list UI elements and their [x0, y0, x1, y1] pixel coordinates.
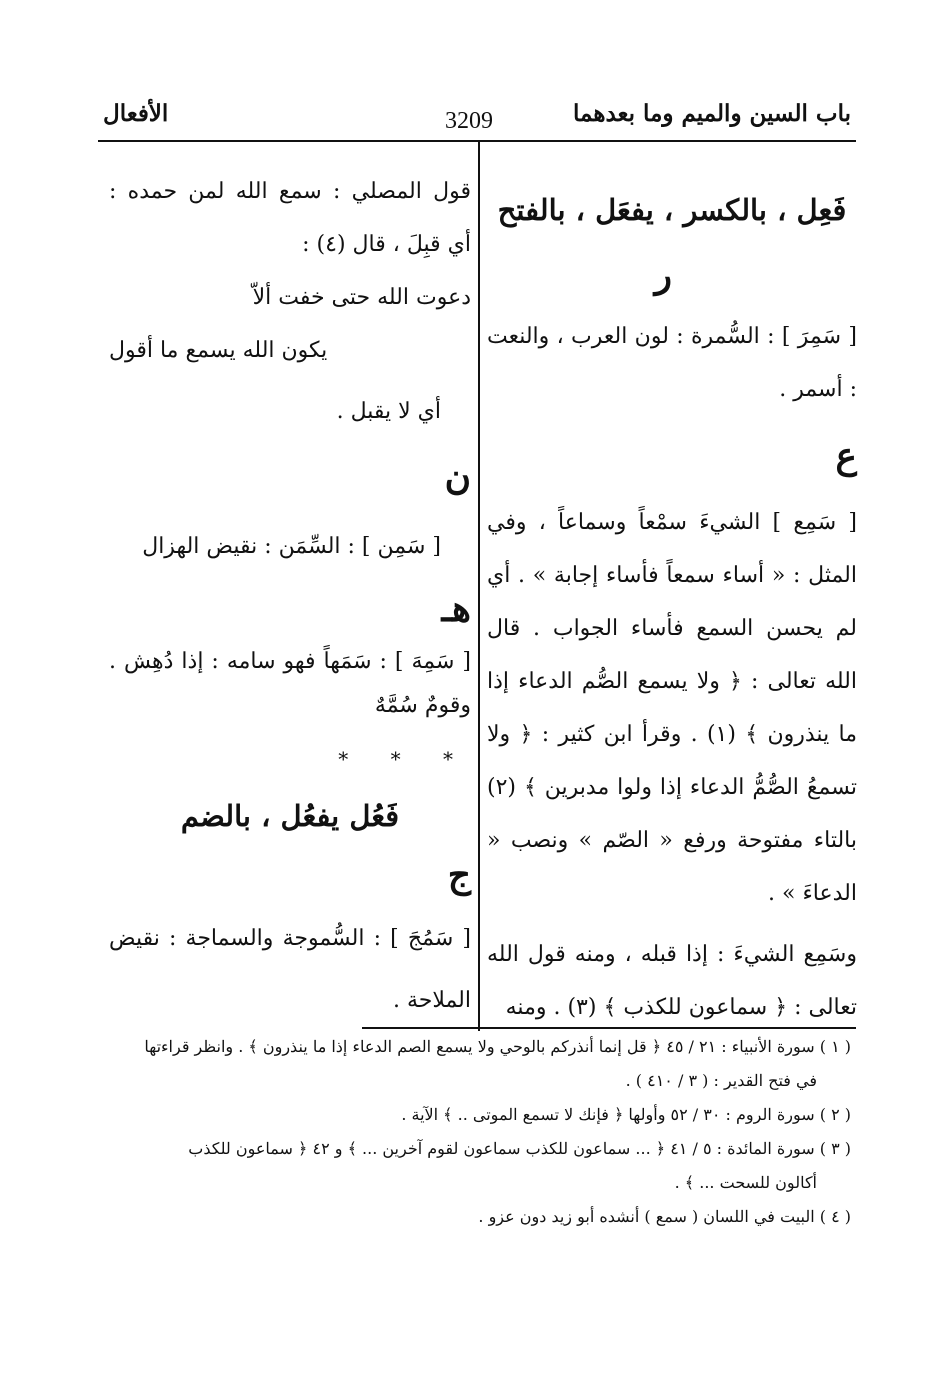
entry-samia: [ سَمِع ] الشيءَ سمْعاً وسماعاً ، وفي المثل : « أساء سمعاً فأساء إجابة » . أي لم يحسن السمع فأساء الجواب . قال الله تعالى : ﴿ ولا يسمع الصُّم الدعاء إذا ما ينذرون ﴾ (١) . وقرأ ابن كثير : ﴿ ولا تسمعُ الصُّمُّ الدعاء إذا ولوا مدبرين ﴾ (٢) بالتاء مفتوحة ورفع « الصّم » ونصب « الدعاءَ » .	[487, 510, 858, 906]
quote-intro: قول المصلي : سمع الله لمن حمده : أي قبِلَ ، قال (٤) :	[109, 179, 471, 257]
verse-gloss: أي لا يقبل .	[336, 399, 441, 424]
footnote-1-continued: في فتح القدير : ( ٣ / ٤١٠ ) .	[625, 1071, 817, 1090]
entry-samih: [ سَمِهَ ] : سَمَهاً فهو سامه : إذا دُهِش . وقومٌ سُمَّهٌ	[109, 649, 471, 718]
letter-heading-ha: هـ	[441, 588, 471, 630]
footnote-2: ( ٢ ) سورة الروم : ٣٠ / ٥٢ وأولها ﴿ فإنك لا تسمع الموتى .. ﴾ الآية .	[401, 1105, 851, 1124]
entry-samuj: [ سَمُجَ ] : السُّموجة والسماجة : نقيض الملاحة .	[109, 926, 471, 1013]
entry-samar: [ سَمِرَ ] : السُّمرة : لون العرب ، والنعت : أسمر .	[487, 324, 857, 402]
column-divider	[478, 141, 480, 1031]
footnote-4: ( ٤ ) البيت في اللسان ( سمع ) أنشده أبو زيد دون عزو .	[478, 1207, 851, 1226]
footnote-3-continued: أكالون للسحت ... ﴾ .	[674, 1173, 817, 1192]
footnotes	[96, 1030, 851, 1234]
footnote-3: ( ٣ ) سورة المائدة : ٥ / ٤١ ﴿ ... سماعون للكذب سماعون لقوم آخرين ... ﴾ و ٤٢ ﴿ سماعون للكذب	[188, 1139, 851, 1158]
header-rule	[98, 140, 856, 142]
section-heading-kasr: فَعِل ، بالكسر ، يفعَل ، بالفتح	[497, 193, 847, 227]
left-column	[109, 165, 471, 1032]
section-heading-damm: فَعُل يفعُل ، بالضم	[180, 799, 400, 833]
letter-heading-nun: ن	[444, 456, 471, 498]
verse-line-1: دعوت الله حتى خفت ألاّ	[252, 285, 471, 310]
footnote-rule	[362, 1027, 856, 1029]
letter-heading-ain: ع	[835, 435, 857, 477]
letter-heading-ra: ر	[654, 254, 672, 296]
section-separator-stars: * * *	[338, 747, 471, 771]
page-number: 3209	[445, 108, 493, 134]
verse-line-2: يكون الله يسمع ما أقول	[109, 338, 328, 363]
right-column	[487, 180, 857, 1034]
entry-samin: [ سَمِن ] : السِّمَن : نقيض الهزال	[142, 534, 441, 559]
letter-heading-jim: ج	[447, 854, 471, 896]
entry-samia-accept: وسَمِع الشيءَ : إذا قبله ، ومنه قول الله تعالى : ﴿ سماعون للكذب ﴾ (٣) . ومنه	[487, 942, 857, 1020]
running-header-left: الأفعال	[103, 100, 169, 127]
running-header-right: باب السين والميم وما بعدهما	[573, 100, 851, 127]
footnote-1: ( ١ ) سورة الأنبياء : ٢١ / ٤٥ ﴿ قل إنما أنذركم بالوحي ولا يسمع الصم الدعاء إذا ما ينذرون ﴾ . وانظر قراءتها	[144, 1037, 851, 1056]
